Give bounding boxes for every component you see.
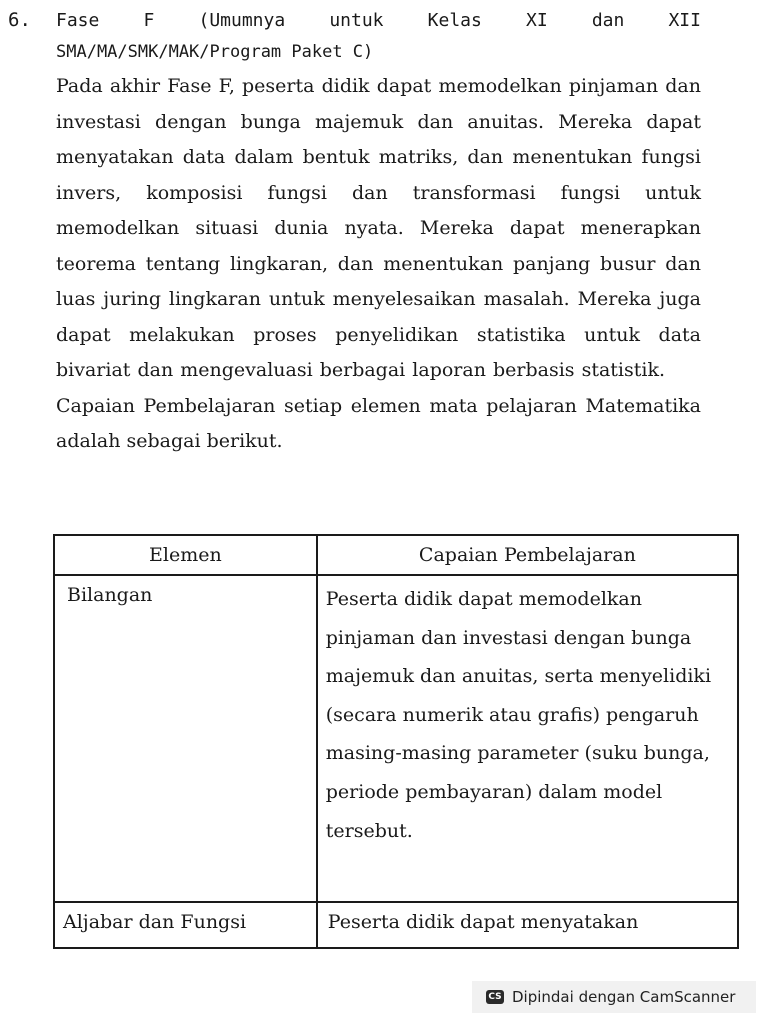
section-content bbox=[56, 7, 701, 460]
capaian-table-wrapper bbox=[53, 534, 739, 949]
section-heading-line2: SMA/MA/SMK/MAK/Program Paket C) bbox=[56, 42, 374, 62]
watermark-label: Dipindai dengan CamScanner bbox=[512, 988, 736, 1006]
heading-word: dan bbox=[591, 10, 625, 31]
camscanner-watermark bbox=[472, 981, 756, 1013]
paragraph-fase-f: Pada akhir Fase F, peserta didik dapat memodelkan pinjaman dan investasi dengan bunga majemuk dan anuitas. Mereka dapat menyatakan data dalam bentuk matriks, dan menentukan fungsi invers, komposisi fungsi dan transformasi fungsi untuk memodelkan situasi dunia nyata. Mereka dapat menerapkan teorema tentang lingkaran, dan menentukan panjang busur dan luas juring lingkaran untuk menyelesaikan masalah. Mereka juga dapat melakukan proses penyelidikan statistika untuk data bivariat dan mengevaluasi berbagai laporan berbasis statistik. bbox=[56, 75, 701, 381]
heading-word: XII bbox=[668, 10, 701, 31]
heading-word: (Umumnya bbox=[198, 10, 286, 31]
paragraph-capaian-intro: Capaian Pembelajaran setiap elemen mata pelajaran Matematika adalah sebagai berikut. bbox=[56, 394, 701, 452]
section-number: 6. bbox=[8, 9, 31, 31]
heading-word: Kelas bbox=[427, 10, 482, 31]
heading-word: untuk bbox=[329, 10, 384, 31]
section-heading-line1 bbox=[56, 7, 701, 35]
cell-capaian: Peserta didik dapat memodelkan pinjaman dan investasi dengan bunga majemuk dan anuitas, serta menyelidiki (secara numerik atau grafis) pengaruh masing-masing parameter (suku bunga, periode pembayaran) dalam model tersebut. bbox=[317, 575, 738, 902]
table-row bbox=[54, 902, 738, 948]
capaian-table bbox=[53, 534, 739, 949]
cell-elemen: Bilangan bbox=[54, 575, 317, 902]
heading-word: Fase bbox=[56, 10, 100, 31]
heading-word: F bbox=[143, 10, 155, 31]
table-row bbox=[54, 575, 738, 902]
table-header-row bbox=[54, 535, 738, 575]
cell-capaian: Peserta didik dapat menyatakan bbox=[317, 902, 738, 948]
cell-elemen: Aljabar dan Fungsi bbox=[54, 902, 317, 948]
header-capaian: Capaian Pembelajaran bbox=[317, 535, 738, 575]
header-elemen: Elemen bbox=[54, 535, 317, 575]
camscanner-logo-icon: CS bbox=[486, 990, 504, 1004]
heading-word: XI bbox=[525, 10, 548, 31]
